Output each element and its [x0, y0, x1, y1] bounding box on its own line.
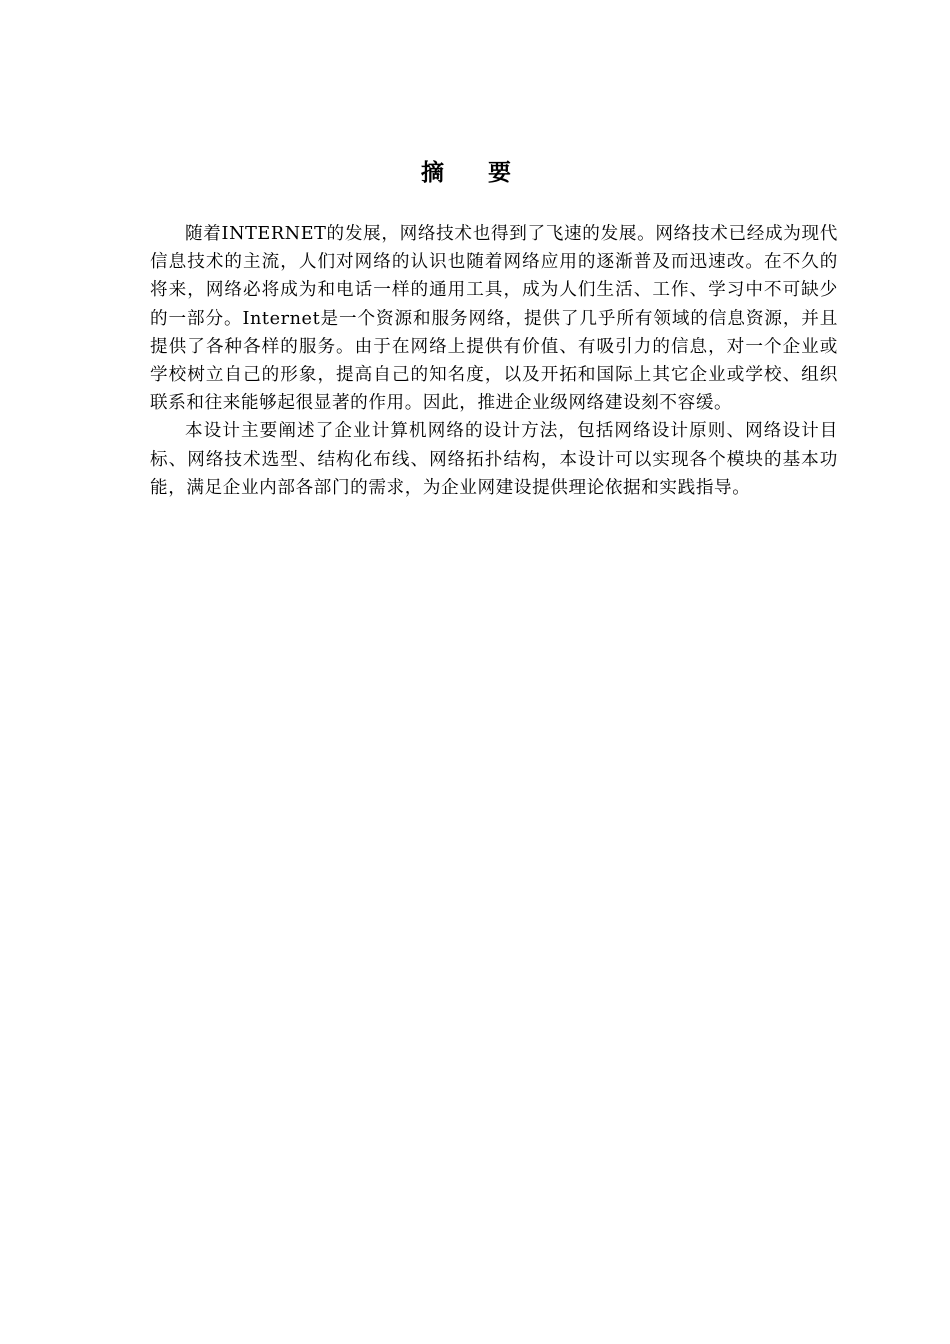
abstract-paragraph-2: 本设计主要阐述了企业计算机网络的设计方法，包括网络设计原则、网络设计目标、网络技术选型、结构化布线、网络拓扑结构，本设计可以实现各个模块的基本功能，满足企业内部各部门的需求，为企业网建设提供理论依据和实践指导。 [150, 421, 838, 498]
abstract-title: 摘 要 [420, 160, 529, 186]
abstract-body [150, 220, 838, 502]
abstract-paragraph-1: 随着INTERNET的发展，网络技术也得到了飞速的发展。网络技术已经成为现代信息技术的主流，人们对网络的认识也随着网络应用的逐渐普及而迅速改。在不久的将来，网络必将成为和电话一样的通用工具，成为人们生活、工作、学习中不可缺少的一部分。Internet是一个资源和服务网络，提供了几乎所有领域的信息资源，并且提供了各种各样的服务。由于在网络上提供有价值、有吸引力的信息，对一个企业或学校树立自己的形象，提高自己的知名度，以及开拓和国际上其它企业或学校、组织联系和往来能够起很显著的作用。因此，推进企业级网络建设刻不容缓。 [150, 224, 838, 414]
